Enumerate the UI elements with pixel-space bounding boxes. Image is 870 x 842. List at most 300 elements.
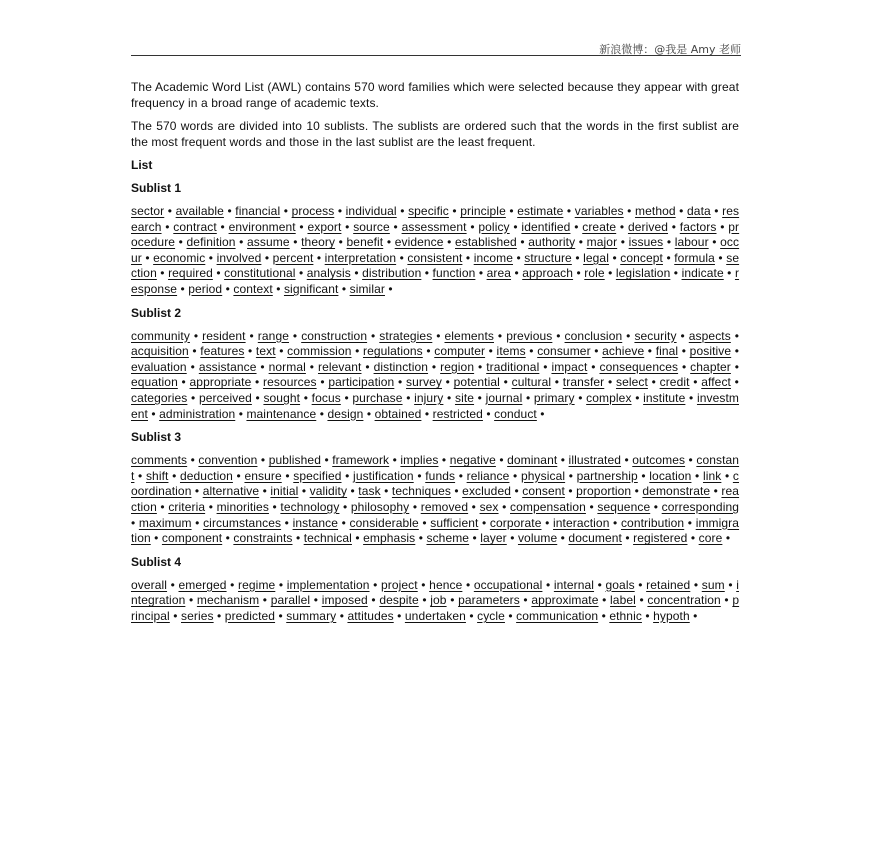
word-item: available [175, 204, 224, 218]
word-item: interaction [553, 515, 610, 530]
word-item: regulations [362, 344, 423, 359]
word-item: circumstances [203, 515, 282, 530]
bullet-separator: • [539, 359, 552, 374]
word-item: response [131, 266, 740, 296]
word-item: acquisition [131, 344, 189, 359]
bullet-separator: • [168, 468, 180, 483]
word-item: elements [444, 328, 494, 343]
word-item: maintenance [246, 406, 317, 421]
word-item: source [353, 219, 390, 234]
word-item: regime [238, 577, 276, 592]
word-item: cycle [477, 608, 505, 623]
word-item: emerged [178, 577, 227, 592]
word-item: select [615, 375, 648, 390]
bullet-separator: • [189, 328, 203, 343]
word-item: derived [627, 219, 669, 234]
bullet-separator: • [212, 266, 225, 281]
bullet-separator: • [336, 608, 348, 623]
bullet-separator: • [393, 608, 405, 623]
bullet-separator: • [450, 484, 463, 499]
word-item: consistent [407, 250, 463, 265]
sublist-3-words [131, 453, 739, 547]
word-item: reliance [466, 468, 510, 483]
bullet-separator: • [637, 468, 650, 483]
bullet-separator: • [685, 390, 697, 405]
bullet-separator: • [575, 235, 587, 250]
word-item: undertaken [404, 608, 466, 623]
bullet-separator: • [350, 266, 363, 281]
word-item: participation [328, 375, 395, 390]
bullet-separator: • [516, 235, 529, 250]
bullet-separator: • [261, 250, 273, 265]
word-item: sector [131, 204, 165, 218]
word-item: commission [287, 344, 352, 359]
word-item: internal [553, 577, 595, 592]
word-item: imposed [321, 593, 368, 608]
word-item: communication [516, 608, 599, 623]
word-item: resident [202, 328, 246, 343]
word-item: negative [449, 453, 496, 468]
bullet-separator: • [316, 406, 328, 421]
word-item: evidence [394, 235, 444, 250]
bullet-separator: • [474, 359, 487, 374]
word-item: occur [131, 235, 740, 265]
bullet-separator: • [222, 531, 234, 546]
bullet-separator: • [310, 593, 322, 608]
bullet-separator: • [334, 204, 346, 218]
word-item: alternative [202, 484, 260, 499]
word-item: variables [574, 204, 624, 218]
word-item: formula [674, 250, 715, 265]
word-item: definition [186, 235, 236, 250]
bullet-separator: • [341, 219, 354, 234]
word-item: dominant [507, 453, 558, 468]
bullet-separator: • [678, 359, 691, 374]
word-item: text [255, 344, 276, 359]
bullet-separator: • [281, 468, 294, 483]
bullet-separator: • [268, 499, 281, 514]
word-item: overall [131, 577, 168, 592]
word-item: method [635, 204, 676, 218]
word-item: purchase [352, 390, 403, 405]
bullet-separator: • [662, 250, 675, 265]
bullet-separator: • [551, 375, 563, 390]
word-item: link [702, 468, 722, 483]
word-item: computer [434, 344, 486, 359]
word-item: parameters [458, 593, 520, 608]
bullet-separator: • [590, 344, 603, 359]
word-item: export [307, 219, 342, 234]
bullet-separator: • [684, 515, 696, 530]
word-item: primary [533, 390, 575, 405]
bullet-separator: • [402, 390, 415, 405]
word-item: principal [131, 593, 740, 623]
bullet-separator: • [226, 577, 239, 592]
word-item: traditional [486, 359, 540, 374]
bullet-separator: • [320, 453, 333, 468]
bullet-separator: • [635, 593, 648, 608]
word-item: immigration [131, 515, 740, 546]
bullet-separator: • [604, 266, 616, 281]
bullet-separator: • [536, 406, 545, 421]
word-item: site [454, 390, 475, 405]
bullet-separator: • [731, 344, 740, 359]
word-item: construction [301, 328, 368, 343]
word-item: justification [353, 468, 414, 483]
bullet-separator: • [432, 328, 445, 343]
bullet-separator: • [305, 359, 318, 374]
bullet-separator: • [723, 266, 735, 281]
bullet-separator: • [557, 531, 569, 546]
bullet-separator: • [338, 515, 350, 530]
bullet-separator: • [565, 468, 577, 483]
word-item: task [358, 484, 381, 499]
word-item: normal [268, 359, 306, 374]
word-item: hence [429, 577, 463, 592]
word-item: section [131, 250, 740, 281]
bullet-separator: • [409, 499, 421, 514]
word-item: concentration [647, 593, 721, 608]
bullet-separator: • [570, 219, 583, 234]
bullet-separator: • [623, 204, 636, 218]
bullet-separator: • [663, 235, 675, 250]
bullet-separator: • [245, 328, 258, 343]
bullet-separator: • [131, 515, 139, 530]
bullet-separator: • [512, 250, 525, 265]
word-item: categories [131, 390, 188, 405]
word-item: sufficient [430, 515, 479, 530]
bullet-separator: • [167, 577, 179, 592]
bullet-separator: • [573, 266, 585, 281]
word-item: approach [522, 266, 574, 281]
bullet-separator: • [413, 468, 426, 483]
bullet-separator: • [499, 375, 512, 390]
word-item: focus [311, 390, 341, 405]
word-item: consequences [599, 359, 679, 374]
word-item: summary [286, 608, 337, 623]
word-item: technical [303, 531, 352, 546]
bullet-separator: • [275, 344, 288, 359]
bullet-separator: • [631, 390, 644, 405]
word-item: procedure [131, 219, 740, 250]
bullet-separator: • [289, 328, 302, 343]
word-item: maximum [138, 515, 192, 530]
word-item: excluded [462, 484, 512, 499]
bullet-separator: • [275, 608, 287, 623]
bullet-separator: • [616, 219, 628, 234]
word-item: mechanism [196, 593, 260, 608]
word-item: sex [479, 499, 499, 514]
word-item: final [655, 344, 679, 359]
word-item: constant [131, 453, 740, 483]
sublist-3-title: Sublist 3 [131, 430, 182, 445]
bullet-separator: • [361, 359, 374, 374]
bullet-separator: • [295, 219, 308, 234]
word-item: principle [460, 204, 506, 218]
word-item: comments [131, 453, 188, 468]
word-item: initial [270, 484, 299, 499]
word-item: predicted [224, 608, 276, 623]
word-item: constitutional [224, 266, 296, 281]
bullet-separator: • [691, 468, 703, 483]
word-item: assume [247, 235, 290, 250]
word-item: income [473, 250, 513, 265]
word-item: involved [216, 250, 262, 265]
bullet-separator: • [281, 515, 293, 530]
word-item: injury [414, 390, 444, 405]
bullet-separator: • [175, 235, 187, 250]
bullet-separator: • [187, 453, 199, 468]
word-item: attitudes [347, 608, 394, 623]
word-item: assessment [401, 219, 467, 234]
bullet-separator: • [441, 375, 454, 390]
word-item: items [496, 344, 526, 359]
bullet-separator: • [367, 593, 380, 608]
bullet-separator: • [563, 204, 575, 218]
bullet-separator: • [598, 608, 610, 623]
bullet-separator: • [585, 499, 598, 514]
word-item: investment [131, 390, 739, 421]
intro-paragraph-1: The Academic Word List (AWL) contains 570 word families which were selected because they appear with great frequency in a broad range of academic texts. [131, 80, 739, 110]
word-item: restricted [432, 406, 483, 421]
bullet-separator: • [256, 359, 269, 374]
word-item: reaction [131, 484, 740, 514]
word-item: survey [406, 375, 442, 390]
word-item: corporate [489, 515, 542, 530]
bullet-separator: • [448, 204, 461, 218]
sublist-1-title: Sublist 1 [131, 181, 182, 195]
bullet-separator: • [415, 531, 427, 546]
bullet-separator: • [541, 515, 553, 530]
word-item: equation [131, 375, 178, 390]
bullet-separator: • [244, 344, 256, 359]
bullet-separator: • [335, 235, 347, 250]
bullet-separator: • [177, 281, 189, 296]
word-item: validity [309, 484, 348, 499]
word-item: volume [517, 531, 558, 546]
word-item: institute [643, 390, 686, 405]
word-item: range [257, 328, 289, 343]
word-item: published [268, 453, 321, 468]
bullet-separator: • [232, 468, 245, 483]
word-item: cultural [511, 375, 552, 390]
bullet-separator: • [147, 406, 160, 421]
word-item: convention [198, 453, 258, 468]
word-item: location [649, 468, 692, 483]
bullet-separator: • [730, 328, 740, 343]
word-item: funds [425, 468, 456, 483]
bullet-separator: • [710, 204, 723, 218]
word-item: conduct [494, 406, 537, 421]
word-item: shift [145, 468, 169, 483]
word-item: established [455, 235, 517, 250]
word-item: demonstrate [642, 484, 711, 499]
bullet-separator: • [495, 453, 508, 468]
word-item: research [131, 204, 740, 234]
bullet-separator: • [298, 484, 310, 499]
bullet-separator: • [644, 344, 656, 359]
bullet-separator: • [289, 235, 302, 250]
bullet-separator: • [295, 266, 307, 281]
bullet-separator: • [587, 359, 600, 374]
bullet-separator: • [341, 468, 354, 483]
bullet-separator: • [443, 390, 455, 405]
word-item: corresponding [661, 499, 740, 514]
word-item: distribution [362, 266, 422, 281]
word-item: parallel [270, 593, 311, 608]
bullet-separator: • [714, 250, 727, 265]
word-item: aspects [688, 328, 731, 343]
bullet-separator: • [494, 328, 507, 343]
bullet-separator: • [478, 515, 490, 530]
word-item: occupational [473, 577, 543, 592]
bullet-separator: • [498, 499, 510, 514]
word-item: registered [633, 531, 688, 546]
bullet-separator: • [608, 250, 621, 265]
word-item: outcomes [632, 453, 686, 468]
bullet-separator: • [280, 204, 292, 218]
bullet-separator: • [300, 390, 312, 405]
word-item: identified [521, 219, 571, 234]
word-item: emphasis [363, 531, 416, 546]
bullet-separator: • [185, 593, 197, 608]
word-item: legislation [615, 266, 671, 281]
word-item: ethnic [609, 608, 642, 623]
bullet-separator: • [351, 344, 363, 359]
bullet-separator: • [369, 577, 381, 592]
word-item: impact [551, 359, 588, 374]
word-item: label [610, 593, 636, 608]
bullet-separator: • [191, 515, 204, 530]
word-item: instance [292, 515, 339, 530]
word-item: context [233, 281, 273, 296]
bullet-separator: • [259, 593, 271, 608]
bullet-separator: • [363, 406, 375, 421]
word-item: integration [131, 577, 739, 608]
bullet-separator: • [394, 375, 407, 390]
bullet-separator: • [730, 359, 740, 374]
bullet-separator: • [621, 453, 633, 468]
bullet-separator: • [156, 499, 169, 514]
bullet-separator: • [634, 577, 647, 592]
bullet-separator: • [222, 281, 234, 296]
word-item: features [200, 344, 245, 359]
bullet-separator: • [191, 484, 203, 499]
word-item: framework [332, 453, 390, 468]
bullet-separator: • [150, 531, 162, 546]
word-item: create [582, 219, 617, 234]
bullet-separator: • [557, 453, 569, 468]
word-item: data [687, 204, 711, 218]
bullet-separator: • [525, 344, 538, 359]
bullet-separator: • [446, 593, 459, 608]
word-item: assistance [198, 359, 257, 374]
bullet-separator: • [690, 577, 702, 592]
sublist-4-title: Sublist 4 [131, 554, 182, 569]
word-item: theory [301, 235, 336, 250]
document-body [131, 80, 739, 632]
word-item: implies [400, 453, 439, 468]
word-item: goals [605, 577, 635, 592]
bullet-separator: • [367, 328, 380, 343]
word-item: strategies [379, 328, 433, 343]
bullet-separator: • [475, 266, 487, 281]
word-item: similar [349, 281, 385, 296]
bullet-separator: • [465, 608, 478, 623]
word-item: retained [646, 577, 691, 592]
word-item: philosophy [350, 499, 410, 514]
word-item: hypoth [653, 608, 690, 623]
bullet-separator: • [428, 359, 441, 374]
word-item: job [430, 593, 447, 608]
bullet-separator: • [482, 406, 495, 421]
bullet-separator: • [223, 204, 236, 218]
bullet-separator: • [455, 468, 467, 483]
word-item: scheme [426, 531, 470, 546]
word-item: community [131, 328, 190, 343]
bullet-separator: • [564, 484, 577, 499]
bullet-separator: • [421, 406, 433, 421]
bullet-separator: • [156, 266, 169, 281]
bullet-separator: • [511, 266, 523, 281]
bullet-separator: • [205, 250, 217, 265]
word-item: deduction [179, 468, 233, 483]
bullet-separator: • [650, 499, 662, 514]
bullet-separator: • [347, 484, 359, 499]
bullet-separator: • [485, 344, 497, 359]
word-item: required [168, 266, 213, 281]
bullet-separator: • [730, 375, 739, 390]
bullet-separator: • [313, 250, 325, 265]
word-item: economic [153, 250, 206, 265]
bullet-separator: • [186, 359, 199, 374]
word-item: security [634, 328, 677, 343]
bullet-separator: • [462, 577, 474, 592]
bullet-separator: • [422, 344, 435, 359]
bullet-separator: • [466, 219, 479, 234]
bullet-separator: • [418, 515, 431, 530]
word-item: minorities [216, 499, 269, 514]
bullet-separator: • [506, 531, 518, 546]
bullet-separator: • [678, 344, 690, 359]
bullet-separator: • [213, 608, 225, 623]
word-item: credit [659, 375, 690, 390]
word-item: ensure [244, 468, 282, 483]
word-item: document [568, 531, 622, 546]
word-item: consumer [537, 344, 591, 359]
word-item: techniques [391, 484, 451, 499]
word-item: process [291, 204, 335, 218]
word-item: constraints [233, 531, 293, 546]
word-item: despite [379, 593, 419, 608]
bullet-separator: • [622, 328, 635, 343]
word-item: legal [583, 250, 609, 265]
word-item: illustrated [568, 453, 622, 468]
bullet-separator: • [511, 484, 523, 499]
word-item: financial [235, 204, 281, 218]
bullet-separator: • [542, 577, 554, 592]
bullet-separator: • [721, 468, 733, 483]
bullet-separator: • [389, 453, 401, 468]
word-item: design [327, 406, 364, 421]
word-item: evaluation [131, 359, 187, 374]
bullet-separator: • [396, 204, 409, 218]
bullet-separator: • [272, 281, 284, 296]
bullet-separator: • [509, 468, 521, 483]
bullet-separator: • [421, 266, 433, 281]
word-item: region [440, 359, 475, 374]
word-item: appropriate [189, 375, 252, 390]
